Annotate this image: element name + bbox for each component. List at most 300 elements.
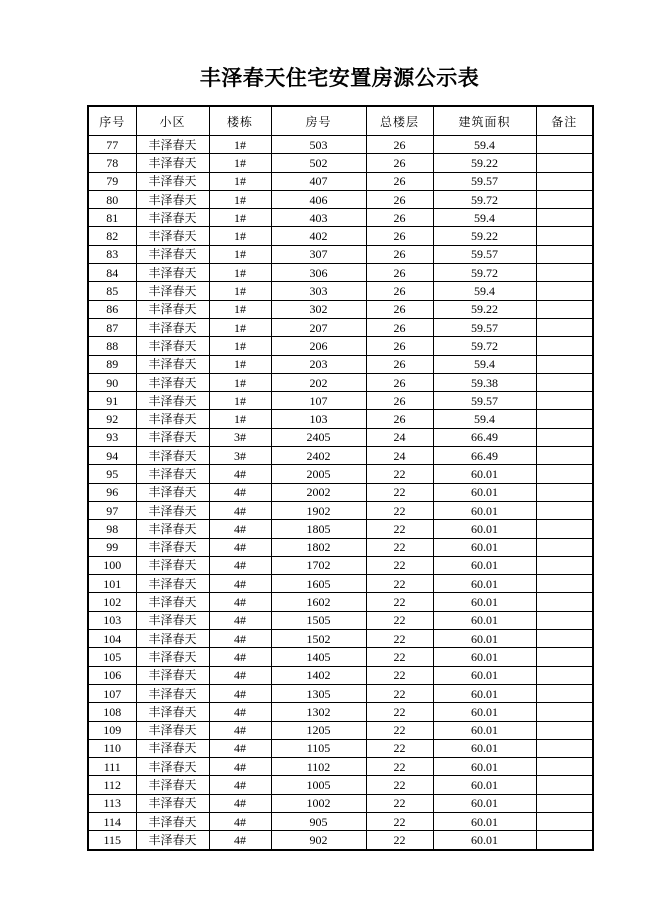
table-cell: 4# (209, 684, 271, 702)
table-cell: 丰泽春天 (136, 428, 209, 446)
table-cell: 丰泽春天 (136, 501, 209, 519)
table-cell: 丰泽春天 (136, 648, 209, 666)
table-cell: 1# (209, 172, 271, 190)
table-cell: 22 (366, 611, 433, 629)
table-cell (536, 136, 593, 154)
housing-listing-table (87, 105, 594, 851)
table-cell: 22 (366, 501, 433, 519)
table-cell: 59.57 (433, 172, 536, 190)
table-cell: 60.01 (433, 465, 536, 483)
table-cell: 59.4 (433, 355, 536, 373)
table-cell: 丰泽春天 (136, 684, 209, 702)
table-row (88, 428, 593, 446)
table-cell: 丰泽春天 (136, 245, 209, 263)
column-header: 房号 (271, 106, 366, 136)
table-cell (536, 410, 593, 428)
table-cell: 丰泽春天 (136, 318, 209, 336)
table-cell: 406 (271, 190, 366, 208)
table-cell: 26 (366, 318, 433, 336)
table-cell: 503 (271, 136, 366, 154)
table-cell: 22 (366, 575, 433, 593)
table-row (88, 538, 593, 556)
table-cell: 丰泽春天 (136, 538, 209, 556)
table-cell: 59.57 (433, 318, 536, 336)
table-cell: 26 (366, 154, 433, 172)
table-row (88, 483, 593, 501)
table-cell (536, 684, 593, 702)
table-cell: 59.22 (433, 227, 536, 245)
table-cell: 90 (88, 373, 136, 391)
table-cell: 1702 (271, 556, 366, 574)
table-cell: 22 (366, 812, 433, 830)
table-cell: 100 (88, 556, 136, 574)
table-cell: 59.4 (433, 410, 536, 428)
table-cell: 403 (271, 209, 366, 227)
table-cell: 905 (271, 812, 366, 830)
table-cell: 22 (366, 703, 433, 721)
column-header: 序号 (88, 106, 136, 136)
table-cell: 1# (209, 227, 271, 245)
table-cell: 106 (88, 666, 136, 684)
table-cell: 丰泽春天 (136, 575, 209, 593)
table-cell: 丰泽春天 (136, 520, 209, 538)
table-cell: 96 (88, 483, 136, 501)
table-cell: 59.22 (433, 300, 536, 318)
table-cell: 4# (209, 794, 271, 812)
table-cell (536, 611, 593, 629)
table-cell: 60.01 (433, 666, 536, 684)
table-cell (536, 739, 593, 757)
table-cell: 60.01 (433, 794, 536, 812)
table-cell: 1802 (271, 538, 366, 556)
table-cell: 4# (209, 611, 271, 629)
table-cell: 1305 (271, 684, 366, 702)
table-cell (536, 172, 593, 190)
table-cell: 307 (271, 245, 366, 263)
table-row (88, 648, 593, 666)
table-cell (536, 520, 593, 538)
table-cell (536, 337, 593, 355)
table-cell: 85 (88, 282, 136, 300)
table-row (88, 373, 593, 391)
table-cell: 22 (366, 465, 433, 483)
table-cell: 丰泽春天 (136, 373, 209, 391)
table-cell: 2405 (271, 428, 366, 446)
table-cell: 26 (366, 355, 433, 373)
table-cell: 83 (88, 245, 136, 263)
table-cell: 60.01 (433, 501, 536, 519)
table-cell: 80 (88, 190, 136, 208)
table-cell: 306 (271, 264, 366, 282)
table-row (88, 794, 593, 812)
table-row (88, 190, 593, 208)
table-cell: 4# (209, 831, 271, 850)
table-cell: 26 (366, 373, 433, 391)
table-cell: 60.01 (433, 721, 536, 739)
column-header: 建筑面积 (433, 106, 536, 136)
table-cell: 60.01 (433, 611, 536, 629)
table-row (88, 721, 593, 739)
table-cell: 丰泽春天 (136, 630, 209, 648)
table-cell: 84 (88, 264, 136, 282)
table-cell: 1# (209, 154, 271, 172)
table-cell: 66.49 (433, 428, 536, 446)
table-cell (536, 282, 593, 300)
table-cell: 202 (271, 373, 366, 391)
table-cell: 60.01 (433, 593, 536, 611)
table-cell: 丰泽春天 (136, 264, 209, 282)
table-cell: 78 (88, 154, 136, 172)
header-row (88, 106, 593, 136)
table-cell (536, 318, 593, 336)
table-cell: 4# (209, 630, 271, 648)
table-cell: 4# (209, 520, 271, 538)
table-cell: 1405 (271, 648, 366, 666)
table-cell (536, 392, 593, 410)
table-cell: 60.01 (433, 812, 536, 830)
table-row (88, 300, 593, 318)
table-cell: 3# (209, 447, 271, 465)
table-cell: 103 (88, 611, 136, 629)
table-cell: 1502 (271, 630, 366, 648)
table-cell: 26 (366, 300, 433, 318)
table-cell: 60.01 (433, 776, 536, 794)
table-cell: 26 (366, 282, 433, 300)
table-cell: 60.01 (433, 575, 536, 593)
table-row (88, 812, 593, 830)
table-cell: 60.01 (433, 703, 536, 721)
column-header: 楼栋 (209, 106, 271, 136)
table-cell (536, 703, 593, 721)
table-cell: 89 (88, 355, 136, 373)
table-cell: 22 (366, 684, 433, 702)
table-row (88, 245, 593, 263)
table-cell: 丰泽春天 (136, 776, 209, 794)
table-cell: 59.72 (433, 190, 536, 208)
table-cell: 60.01 (433, 556, 536, 574)
table-cell: 60.01 (433, 758, 536, 776)
table-cell: 1302 (271, 703, 366, 721)
table-cell: 丰泽春天 (136, 666, 209, 684)
table-cell: 1# (209, 318, 271, 336)
table-cell: 4# (209, 465, 271, 483)
page-title: 丰泽春天住宅安置房源公示表 (199, 66, 480, 90)
table-cell: 丰泽春天 (136, 465, 209, 483)
table-cell: 22 (366, 483, 433, 501)
table-row (88, 611, 593, 629)
table-cell: 2002 (271, 483, 366, 501)
table-cell: 丰泽春天 (136, 447, 209, 465)
table-cell: 22 (366, 739, 433, 757)
table-cell: 502 (271, 154, 366, 172)
table-cell: 108 (88, 703, 136, 721)
table-row (88, 520, 593, 538)
table-cell: 1# (209, 264, 271, 282)
table-cell: 4# (209, 666, 271, 684)
table-cell (536, 465, 593, 483)
table-cell: 1805 (271, 520, 366, 538)
table-cell: 1105 (271, 739, 366, 757)
table-cell: 66.49 (433, 447, 536, 465)
table-row (88, 355, 593, 373)
table-cell: 26 (366, 245, 433, 263)
table-cell: 60.01 (433, 538, 536, 556)
table-cell: 86 (88, 300, 136, 318)
table-cell (536, 758, 593, 776)
table-cell: 丰泽春天 (136, 300, 209, 318)
table-cell: 丰泽春天 (136, 190, 209, 208)
table-cell: 丰泽春天 (136, 355, 209, 373)
table-cell: 59.72 (433, 264, 536, 282)
table-cell: 60.01 (433, 520, 536, 538)
table-cell: 87 (88, 318, 136, 336)
table-cell: 4# (209, 593, 271, 611)
table-row (88, 593, 593, 611)
table-row (88, 684, 593, 702)
table-cell: 4# (209, 758, 271, 776)
table-cell: 丰泽春天 (136, 611, 209, 629)
table-row (88, 739, 593, 757)
table-cell: 1# (209, 136, 271, 154)
table-cell: 60.01 (433, 684, 536, 702)
table-cell: 丰泽春天 (136, 794, 209, 812)
table-row (88, 154, 593, 172)
table-cell: 1# (209, 410, 271, 428)
table-cell: 22 (366, 556, 433, 574)
table-cell: 92 (88, 410, 136, 428)
table-cell: 22 (366, 721, 433, 739)
table-row (88, 465, 593, 483)
table-cell (536, 227, 593, 245)
table-cell: 60.01 (433, 739, 536, 757)
table-cell: 402 (271, 227, 366, 245)
table-cell: 60.01 (433, 648, 536, 666)
table-cell: 22 (366, 794, 433, 812)
table-cell: 103 (271, 410, 366, 428)
table-cell: 4# (209, 483, 271, 501)
table-cell: 82 (88, 227, 136, 245)
table-row (88, 264, 593, 282)
table-cell: 1# (209, 282, 271, 300)
table-body (88, 136, 593, 850)
table-cell: 97 (88, 501, 136, 519)
table-cell (536, 154, 593, 172)
table-cell: 3# (209, 428, 271, 446)
table-cell: 丰泽春天 (136, 172, 209, 190)
table-cell: 4# (209, 575, 271, 593)
table-cell: 1# (209, 392, 271, 410)
table-cell: 1002 (271, 794, 366, 812)
table-row (88, 831, 593, 850)
table-cell: 59.72 (433, 337, 536, 355)
table-cell: 60.01 (433, 630, 536, 648)
table-cell: 丰泽春天 (136, 392, 209, 410)
table-cell: 2005 (271, 465, 366, 483)
table-row (88, 758, 593, 776)
table-cell: 59.22 (433, 154, 536, 172)
table-cell: 丰泽春天 (136, 831, 209, 850)
table-cell: 4# (209, 739, 271, 757)
column-header: 小区 (136, 106, 209, 136)
table-cell (536, 831, 593, 850)
table-row (88, 337, 593, 355)
table-cell: 59.57 (433, 245, 536, 263)
column-header: 备注 (536, 106, 593, 136)
table-cell (536, 648, 593, 666)
table-cell: 77 (88, 136, 136, 154)
table-cell: 24 (366, 428, 433, 446)
table-cell: 91 (88, 392, 136, 410)
table-cell: 107 (88, 684, 136, 702)
table-cell (536, 483, 593, 501)
table-cell: 1# (209, 337, 271, 355)
table-cell: 丰泽春天 (136, 593, 209, 611)
table-cell: 902 (271, 831, 366, 850)
table-cell: 107 (271, 392, 366, 410)
table-cell: 26 (366, 190, 433, 208)
table-cell: 407 (271, 172, 366, 190)
table-cell: 丰泽春天 (136, 556, 209, 574)
table-cell: 112 (88, 776, 136, 794)
table-cell: 1# (209, 373, 271, 391)
table-cell: 26 (366, 392, 433, 410)
table-cell: 22 (366, 593, 433, 611)
table-row (88, 209, 593, 227)
table-cell: 88 (88, 337, 136, 355)
table-cell: 59.4 (433, 282, 536, 300)
table-row (88, 172, 593, 190)
table-row (88, 392, 593, 410)
table-cell: 26 (366, 209, 433, 227)
table-cell: 丰泽春天 (136, 739, 209, 757)
table-cell: 26 (366, 136, 433, 154)
table-cell (536, 812, 593, 830)
table-cell: 1402 (271, 666, 366, 684)
table-cell: 115 (88, 831, 136, 850)
table-cell: 丰泽春天 (136, 227, 209, 245)
table-cell: 105 (88, 648, 136, 666)
table-cell: 22 (366, 666, 433, 684)
table-cell (536, 300, 593, 318)
table-cell: 丰泽春天 (136, 410, 209, 428)
table-row (88, 318, 593, 336)
table-cell: 4# (209, 721, 271, 739)
table-cell: 302 (271, 300, 366, 318)
table-cell: 4# (209, 556, 271, 574)
table-cell: 丰泽春天 (136, 483, 209, 501)
table-cell: 111 (88, 758, 136, 776)
table-cell (536, 373, 593, 391)
table-cell (536, 209, 593, 227)
table-cell (536, 776, 593, 794)
table-row (88, 410, 593, 428)
table-cell: 81 (88, 209, 136, 227)
table-cell: 60.01 (433, 483, 536, 501)
table-cell: 1# (209, 355, 271, 373)
table-cell: 99 (88, 538, 136, 556)
table-cell: 4# (209, 538, 271, 556)
table-cell: 95 (88, 465, 136, 483)
table-cell: 1# (209, 190, 271, 208)
table-cell: 101 (88, 575, 136, 593)
table-cell: 1602 (271, 593, 366, 611)
table-cell: 104 (88, 630, 136, 648)
table-cell: 丰泽春天 (136, 812, 209, 830)
table-cell (536, 666, 593, 684)
table-row (88, 666, 593, 684)
table-row (88, 776, 593, 794)
table-row (88, 501, 593, 519)
table-cell: 4# (209, 703, 271, 721)
table-cell: 4# (209, 501, 271, 519)
table-cell: 22 (366, 648, 433, 666)
table-row (88, 282, 593, 300)
table-cell: 109 (88, 721, 136, 739)
table-cell: 1# (209, 245, 271, 263)
table-cell: 丰泽春天 (136, 337, 209, 355)
table-cell: 丰泽春天 (136, 758, 209, 776)
table-cell (536, 556, 593, 574)
table-cell (536, 355, 593, 373)
table-row (88, 227, 593, 245)
table-cell: 1# (209, 209, 271, 227)
column-header: 总楼层 (366, 106, 433, 136)
table-cell: 1102 (271, 758, 366, 776)
table-row (88, 136, 593, 154)
table-row (88, 447, 593, 465)
table-cell (536, 575, 593, 593)
table-cell: 22 (366, 630, 433, 648)
table-cell: 22 (366, 776, 433, 794)
table-cell: 26 (366, 227, 433, 245)
table-cell: 59.4 (433, 209, 536, 227)
table-cell (536, 264, 593, 282)
table-cell: 2402 (271, 447, 366, 465)
table-cell: 303 (271, 282, 366, 300)
table-cell: 24 (366, 447, 433, 465)
table-cell: 203 (271, 355, 366, 373)
table-cell: 1605 (271, 575, 366, 593)
table-cell: 4# (209, 648, 271, 666)
table-cell (536, 538, 593, 556)
table-cell: 26 (366, 172, 433, 190)
table-cell: 22 (366, 758, 433, 776)
table-cell: 93 (88, 428, 136, 446)
table-cell (536, 593, 593, 611)
table-cell: 114 (88, 812, 136, 830)
table-cell (536, 190, 593, 208)
table-cell: 丰泽春天 (136, 209, 209, 227)
table-cell: 26 (366, 410, 433, 428)
table-cell: 26 (366, 337, 433, 355)
table-cell: 102 (88, 593, 136, 611)
table-cell: 丰泽春天 (136, 721, 209, 739)
table-cell: 60.01 (433, 831, 536, 850)
table-cell: 1# (209, 300, 271, 318)
table-cell: 26 (366, 264, 433, 282)
table-cell (536, 428, 593, 446)
table-cell: 59.4 (433, 136, 536, 154)
table-cell: 丰泽春天 (136, 703, 209, 721)
table-cell: 1005 (271, 776, 366, 794)
table-cell (536, 794, 593, 812)
table-cell: 207 (271, 318, 366, 336)
table-cell: 110 (88, 739, 136, 757)
table-cell: 1205 (271, 721, 366, 739)
table-row (88, 703, 593, 721)
table-cell: 59.57 (433, 392, 536, 410)
table-cell: 59.38 (433, 373, 536, 391)
